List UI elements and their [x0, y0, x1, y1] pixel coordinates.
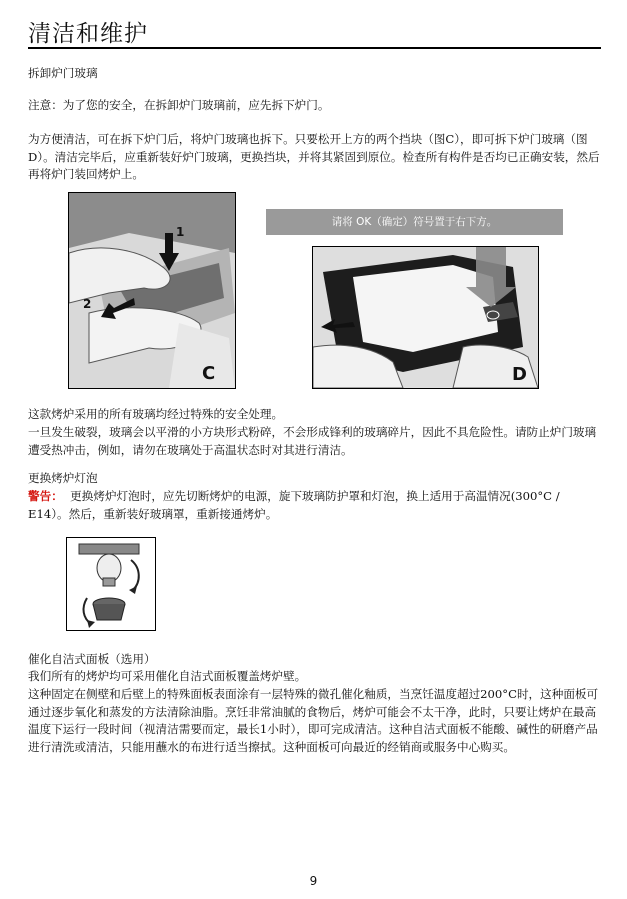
page-number: 9: [309, 874, 318, 888]
bulb-warning-paragraph: [28, 488, 601, 523]
bulb-figure: [66, 537, 156, 631]
title-divider: [28, 47, 601, 49]
figure-d-label: D: [512, 364, 527, 385]
figure-c-arrow-2-label: 2: [83, 297, 92, 311]
figure-d-callout: 请将 OK（确定）符号置于右下方。: [266, 209, 563, 235]
warning-text: 更换烤炉灯泡时，应先切断烤炉的电源，旋下玻璃防护罩和灯泡，换上适用于高温情况(300°C / E14）。然后，重新装好玻璃罩，重新接通烤炉。: [28, 489, 560, 521]
figure-d-photo: [312, 246, 539, 389]
oven-lamp-bulb-icon: [67, 538, 155, 630]
catalytic-body: 这种固定在侧壁和后壁上的特殊面板表面涂有一层特殊的微孔催化釉质，当烹饪温度超过200°C时，这种面板可通过逐步氧化和蒸发的方法清除油脂。烹饪非常油腻的食物后，烤炉可能会不太干净，此时，只要让烤炉在最高温度下运行一段时间（视清洁需要而定，最长1小时），即可完成清洁。这种自洁式面板不能酸、碱性的研磨产品进行清洗或清洁，只能用蘸水的布进行适当擦拭。这种面板可向最近的经销商或服务中心购买。: [28, 687, 599, 754]
figure-c-photo: [68, 192, 236, 389]
figure-c-label: C: [202, 363, 216, 384]
section-heading-bulb: 更换烤炉灯泡: [28, 471, 98, 485]
section-heading-catalytic: 催化自洁式面板（选用）: [28, 652, 156, 666]
figure-c-arrow-1-label: 1: [176, 225, 185, 239]
door-glass-note: 注意：为了您的安全，在拆卸炉门玻璃前，应先拆下炉门。: [28, 98, 330, 112]
hands-sliding-out-door-glass-photo: [313, 247, 538, 388]
safety-details: 一旦发生破裂，玻璃会以平滑的小方块形式粉碎，不会形成锋利的玻璃碎片，因此不具危险性。请防止炉门玻璃遭受热冲击，例如，请勿在玻璃处于高温状态时对其进行清洁。: [28, 425, 597, 457]
catalytic-intro: 我们所有的烤炉均可采用催化自洁式面板覆盖烤炉壁。: [28, 669, 307, 683]
warning-label: 警告：: [28, 489, 63, 503]
hand-removing-glass-clips-photo: [69, 193, 235, 388]
safety-statement: 这款烤炉采用的所有玻璃均经过特殊的安全处理。: [28, 407, 284, 421]
door-glass-instructions: 为方便清洁，可在拆下炉门后，将炉门玻璃也拆下。只要松开上方的两个挡块（图C），即可拆下炉门玻璃（图D）。清洁完毕后，应重新装好炉门玻璃，更换挡块，并将其紧固到原位。检查所有构件是否均已正确安装，然后再将炉门装回烤炉上。: [28, 132, 600, 181]
section-heading-door-glass: 拆卸炉门玻璃: [28, 66, 98, 80]
page-title: 清洁和维护: [28, 21, 148, 47]
